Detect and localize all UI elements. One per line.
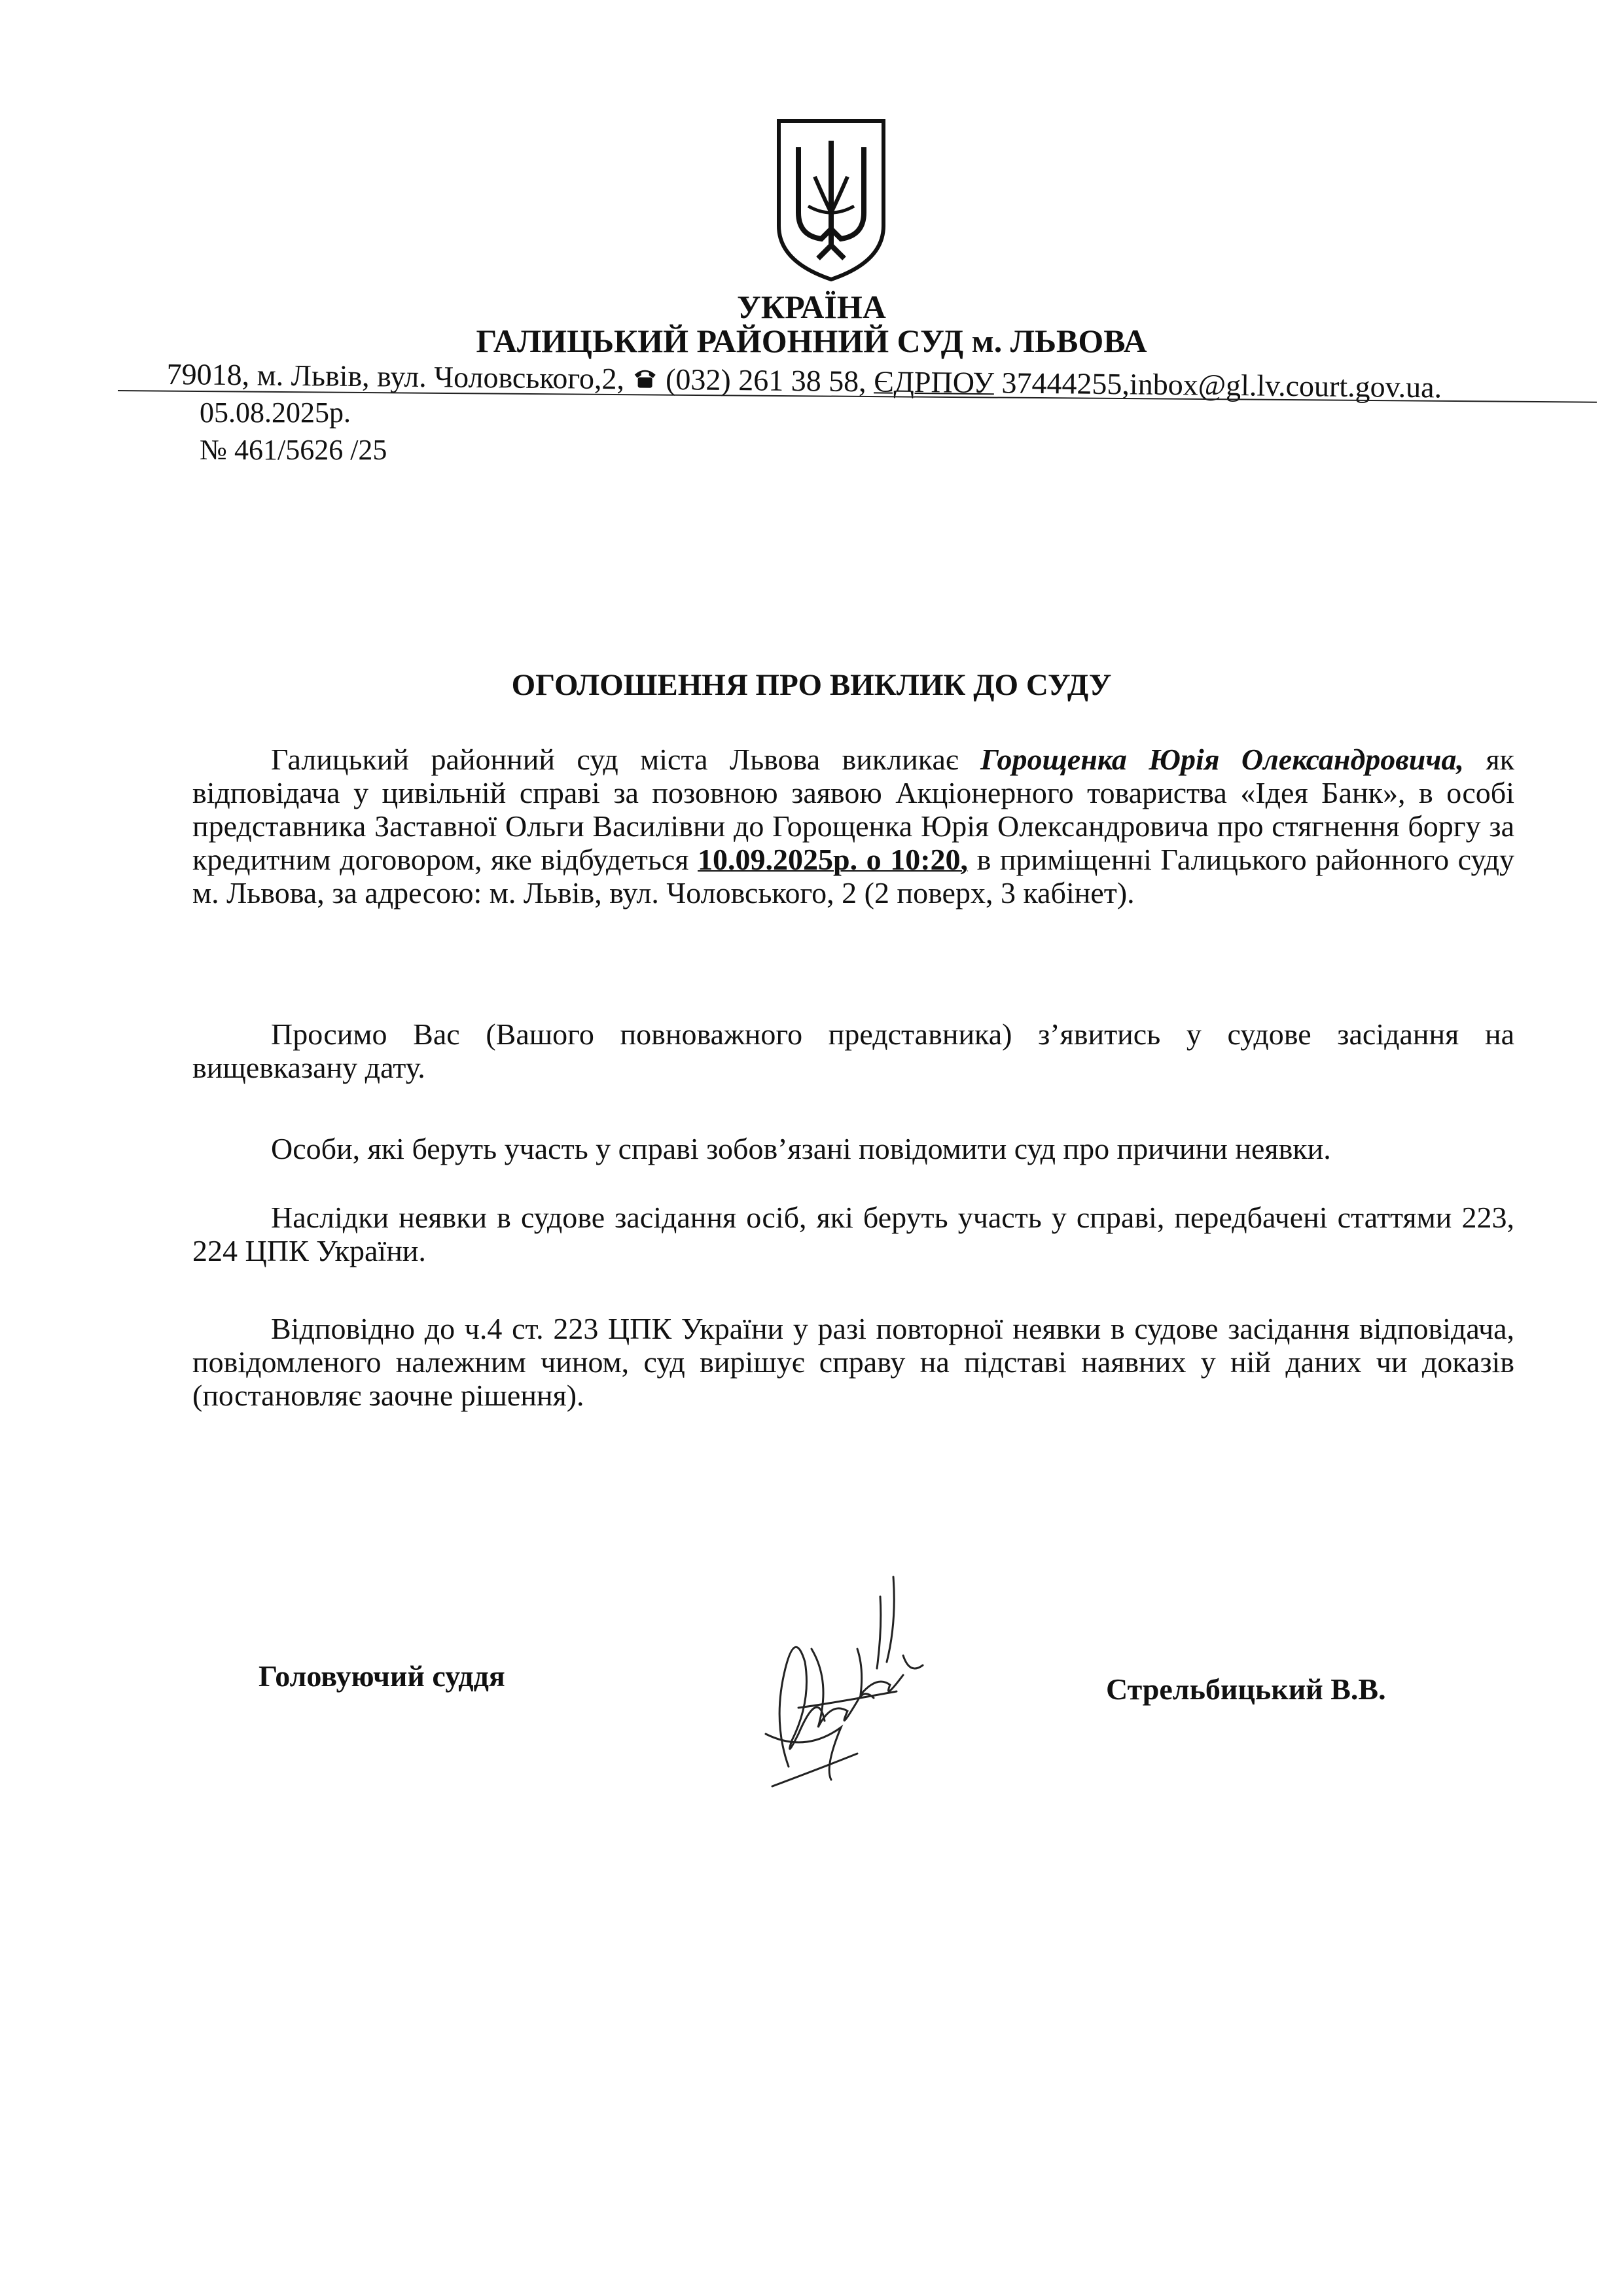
document-number: № 461/5626 /25 (200, 434, 387, 466)
judge-name: Стрельбицький В.В. (1106, 1672, 1386, 1706)
p1-before: Галицький районний суд міста Львова викликає (271, 743, 981, 776)
document-title: ОГОЛОШЕННЯ ПРО ВИКЛИК ДО СУДУ (511, 668, 1112, 702)
p1-after: в приміщенні Галицького районного суду м. Львова, за адресою: м. Львів, вул. Чоловського, 2 (2 поверх, 3 кабінет). (192, 843, 1514, 910)
paragraph-obligation: Особи, які беруть участь у справі зобов’язані повідомити суд про причини неявки. (271, 1132, 1331, 1165)
court-address-line (166, 357, 1442, 404)
handwritten-signature (726, 1570, 942, 1806)
trident-emblem-icon (772, 115, 890, 285)
defendant-name: Горощенка Юрія Олександровича, (980, 743, 1465, 776)
paragraph-request: Просимо Вас (Вашого повноважного представника) з’явитись у судове засідання на вищевказану дату. (192, 1017, 1514, 1084)
edrpou-email: 37444255,inbox@gl.lv.court.gov.ua. (1001, 366, 1442, 404)
paragraph-consequences: Наслідки неявки в судове засідання осіб, які беруть участь у справі, передбачені статтями 223, 224 ЦПК України. (192, 1201, 1514, 1267)
p1-middle: як відповідача у цивільній справі за позовною заявою Акціонерного товариства «Ідея Банк», в особі представника Заставної Ольги Василівни до Горощенка Юрія Олександровича про стягнення боргу за кредитним договором, яке відбудеться (192, 743, 1514, 876)
telephone-icon (632, 366, 658, 389)
address-text: 79018, м. Львів, вул. Чоловського,2, (166, 357, 625, 396)
court-name: ГАЛИЦЬКИЙ РАЙОННИЙ СУД м. ЛЬВОВА (476, 323, 1147, 359)
phone-number: (032) 261 38 58, (665, 362, 866, 398)
document-date: 05.08.2025р. (200, 397, 351, 429)
edrpou-label: ЄДРПОУ (873, 364, 995, 400)
hearing-datetime: 10.09.2025р. о 10:20, (698, 843, 969, 876)
presiding-judge-label: Головуючий суддя (259, 1659, 505, 1693)
paragraph-summons (192, 743, 1514, 910)
country-heading: УКРАЇНА (737, 289, 886, 325)
paragraph-default-judgment: Відповідно до ч.4 ст. 223 ЦПК України у разі повторної неявки в судове засідання відповідача, повідомленого належним чином, суд вирішує справу на підставі наявних у ній даних чи доказів (постановляє заочне рішення). (192, 1312, 1514, 1412)
